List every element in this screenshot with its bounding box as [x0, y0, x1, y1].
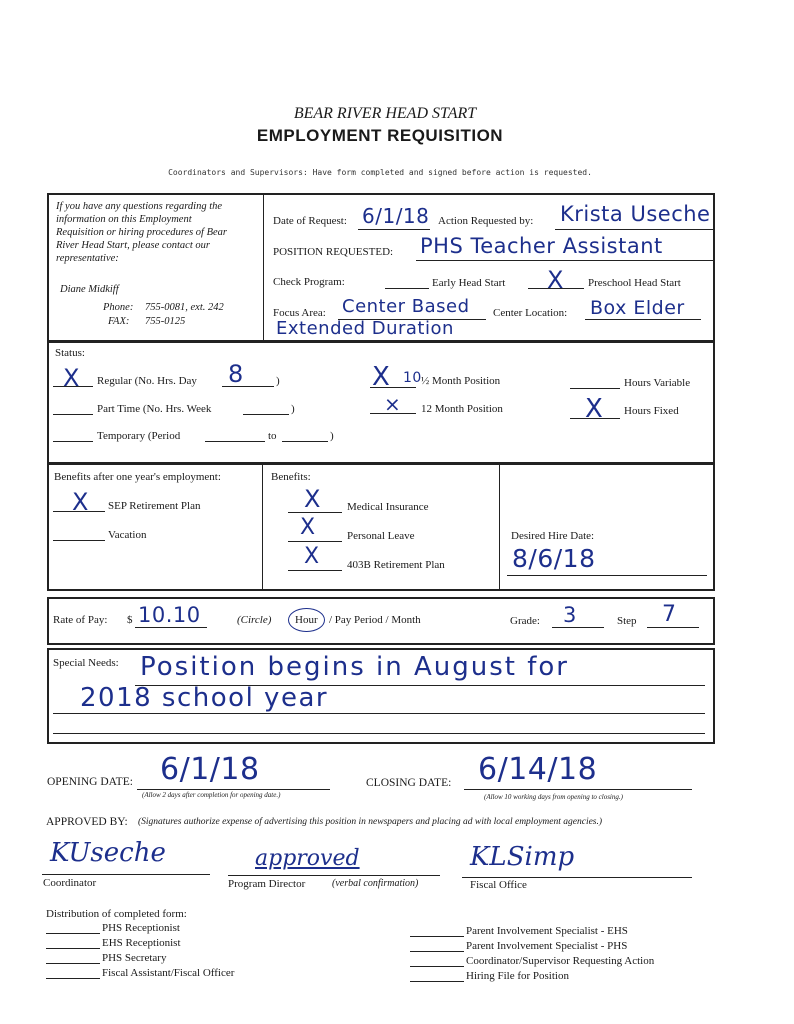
- special-needs-text-1[interactable]: Position begins in August for: [140, 652, 569, 682]
- date-of-request-label: Date of Request:: [273, 215, 347, 227]
- hours-fixed-check[interactable]: X: [585, 394, 603, 424]
- rate-of-pay-label: Rate of Pay:: [53, 614, 108, 626]
- sep-label: SEP Retirement Plan: [108, 500, 201, 512]
- retirement-403b-label: 403B Retirement Plan: [347, 559, 445, 571]
- form-title: EMPLOYMENT REQUISITION: [256, 126, 504, 145]
- benefits-label: Benefits:: [271, 471, 311, 483]
- position-requested-value[interactable]: PHS Teacher Assistant: [420, 234, 663, 258]
- position-requested-line: [416, 260, 713, 261]
- month-10-label: ½ Month Position: [421, 375, 501, 387]
- organization-name: BEAR RIVER HEAD START: [293, 105, 477, 122]
- program-director-signature-line: [228, 875, 440, 876]
- medical-check[interactable]: X: [304, 485, 321, 513]
- check-program-label: Check Program:: [273, 276, 345, 288]
- hours-fixed-label: Hours Fixed: [624, 405, 679, 417]
- focus-area-value-2[interactable]: Extended Duration: [276, 318, 454, 339]
- form-instruction: Coordinators and Supervisors: Have form completed and signed before action is requested.: [168, 168, 592, 177]
- sep-check[interactable]: X: [72, 488, 89, 516]
- medical-label: Medical Insurance: [347, 501, 429, 513]
- preschool-head-start-label: Preschool Head Start: [588, 277, 681, 289]
- program-director-signature[interactable]: approved: [255, 846, 360, 871]
- part-time-close-paren: ): [291, 403, 295, 415]
- month-12-strikeout: ⨯: [384, 392, 401, 416]
- personal-leave-label: Personal Leave: [347, 530, 415, 542]
- status-label: Status:: [55, 347, 85, 359]
- closing-date-label: CLOSING DATE:: [366, 777, 452, 789]
- grade-label: Grade:: [510, 615, 540, 627]
- contact-line: representative:: [56, 253, 119, 264]
- date-of-request-line: [358, 229, 430, 230]
- approved-by-label: APPROVED BY:: [46, 816, 128, 828]
- closing-date-note: (Allow 10 working days from opening to closing.): [484, 793, 623, 801]
- step-value[interactable]: 7: [662, 602, 677, 627]
- desired-hire-date-label: Desired Hire Date:: [511, 530, 595, 542]
- vacation-label: Vacation: [108, 529, 147, 541]
- month-10-prefix: 10: [403, 370, 422, 386]
- center-location-label: Center Location:: [493, 307, 568, 319]
- regular-hours-value[interactable]: 8: [228, 360, 244, 388]
- part-time-hours-line: [243, 414, 289, 415]
- temporary-to-line: [282, 441, 328, 442]
- distribution-line: [410, 981, 464, 982]
- contact-line: If you have any questions regarding the: [56, 201, 223, 212]
- pay-unit-hour[interactable]: Hour: [288, 608, 325, 632]
- part-time-label: Part Time (No. Hrs. Week: [97, 403, 212, 415]
- distribution-item: Parent Involvement Specialist - PHS: [466, 940, 628, 952]
- phone-value: 755-0081, ext. 242: [145, 302, 224, 313]
- action-requested-line: [555, 229, 713, 230]
- regular-check[interactable]: X: [63, 364, 80, 392]
- vacation-line: [53, 540, 105, 541]
- fiscal-office-signature-line: [462, 877, 692, 878]
- distribution-line: [46, 933, 100, 934]
- step-label: Step: [617, 615, 637, 627]
- distribution-line: [46, 963, 100, 964]
- coordinator-signature[interactable]: KUseche: [50, 838, 166, 868]
- contact-line: information on this Employment: [56, 214, 192, 225]
- center-location-value[interactable]: Box Elder: [590, 297, 685, 319]
- opening-date-label: OPENING DATE:: [47, 776, 133, 788]
- distribution-line: [410, 966, 464, 967]
- fiscal-office-label: Fiscal Office: [470, 879, 527, 891]
- grade-value[interactable]: 3: [563, 603, 577, 627]
- closing-date-value[interactable]: 6/14/18: [478, 752, 598, 787]
- program-director-label: Program Director: [228, 878, 306, 890]
- regular-close-paren: ): [276, 375, 280, 387]
- focus-area-label: Focus Area:: [273, 307, 326, 319]
- approved-by-note: (Signatures authorize expense of advertising this position in newspapers and placing ad with local employment agencies.): [138, 817, 603, 827]
- personal-leave-check[interactable]: X: [300, 515, 316, 540]
- rate-of-pay-value[interactable]: 10.10: [138, 603, 201, 627]
- distribution-line: [410, 936, 464, 937]
- distribution-line: [46, 978, 100, 979]
- distribution-label: Distribution of completed form:: [46, 908, 187, 920]
- distribution-line: [410, 951, 464, 952]
- rate-of-pay-line: [135, 627, 207, 628]
- retirement-403b-line: [288, 570, 342, 571]
- phone-label: Phone:: [103, 302, 134, 313]
- early-head-start-label: Early Head Start: [432, 277, 506, 289]
- retirement-403b-check[interactable]: X: [304, 544, 320, 569]
- preschool-head-start-check[interactable]: X: [547, 266, 564, 294]
- coordinator-signature-line: [42, 874, 210, 875]
- temporary-label: Temporary (Period: [97, 430, 181, 442]
- coordinator-label: Coordinator: [43, 877, 97, 889]
- desired-hire-date-line: [507, 575, 707, 576]
- distribution-item: Fiscal Assistant/Fiscal Officer: [102, 967, 235, 979]
- date-of-request-value[interactable]: 6/1/18: [362, 204, 430, 228]
- step-line: [647, 627, 699, 628]
- contact-line: Requisition or hiring procedures of Bear: [56, 227, 227, 238]
- center-location-line: [585, 319, 701, 320]
- contact-name: Diane Midkiff: [60, 284, 119, 295]
- part-time-line: [53, 414, 93, 415]
- focus-area-value[interactable]: Center Based: [342, 296, 470, 317]
- action-requested-value[interactable]: Krista Useche: [560, 202, 711, 226]
- distribution-item: PHS Receptionist: [102, 922, 180, 934]
- circle-instruction: (Circle): [237, 614, 272, 626]
- temporary-line: [53, 441, 93, 442]
- opening-date-line: [137, 789, 330, 790]
- early-head-start-line: [385, 288, 429, 289]
- special-needs-line-3: [53, 733, 705, 734]
- fax-label: FAX:: [108, 316, 130, 327]
- special-needs-line-2: [53, 713, 705, 714]
- hours-variable-label: Hours Variable: [624, 377, 691, 389]
- distribution-item: Hiring File for Position: [466, 970, 569, 982]
- distribution-item: PHS Secretary: [102, 952, 167, 964]
- benefits-after-label: Benefits after one year's employment:: [54, 471, 221, 483]
- regular-label: Regular (No. Hrs. Day: [97, 375, 197, 387]
- fiscal-office-signature[interactable]: KLSimp: [470, 842, 575, 872]
- distribution-item: Coordinator/Supervisor Requesting Action: [466, 955, 655, 967]
- opening-date-value[interactable]: 6/1/18: [160, 752, 260, 787]
- distribution-item: EHS Receptionist: [102, 937, 181, 949]
- hours-variable-line: [570, 388, 620, 389]
- month-10-check[interactable]: X: [372, 362, 390, 392]
- special-needs-label: Special Needs:: [53, 657, 119, 669]
- fax-value: 755-0125: [145, 316, 186, 327]
- personal-leave-line: [288, 541, 342, 542]
- month-12-label: 12 Month Position: [421, 403, 503, 415]
- currency-symbol: $: [127, 614, 133, 626]
- contact-line: River Head Start, please contact our: [56, 240, 210, 251]
- distribution-item: Parent Involvement Specialist - EHS: [466, 925, 628, 937]
- benefits-divider-1: [262, 465, 263, 589]
- desired-hire-date-value[interactable]: 8/6/18: [512, 544, 596, 573]
- section-divider: [263, 195, 264, 340]
- grade-line: [552, 627, 604, 628]
- temporary-to-label: to: [268, 430, 277, 442]
- position-requested-label: POSITION REQUESTED:: [273, 246, 394, 258]
- closing-date-line: [464, 789, 692, 790]
- pay-unit-options: / Pay Period / Month: [329, 614, 421, 626]
- program-director-note: (verbal confirmation): [332, 878, 419, 889]
- temporary-close-paren: ): [330, 430, 334, 442]
- benefits-divider-2: [499, 465, 500, 589]
- distribution-line: [46, 948, 100, 949]
- opening-date-note: (Allow 2 days after completion for opening date.): [142, 791, 281, 799]
- special-needs-text-2[interactable]: 2018 school year: [80, 683, 329, 713]
- temporary-from-line: [205, 441, 265, 442]
- action-requested-label: Action Requested by:: [438, 215, 534, 227]
